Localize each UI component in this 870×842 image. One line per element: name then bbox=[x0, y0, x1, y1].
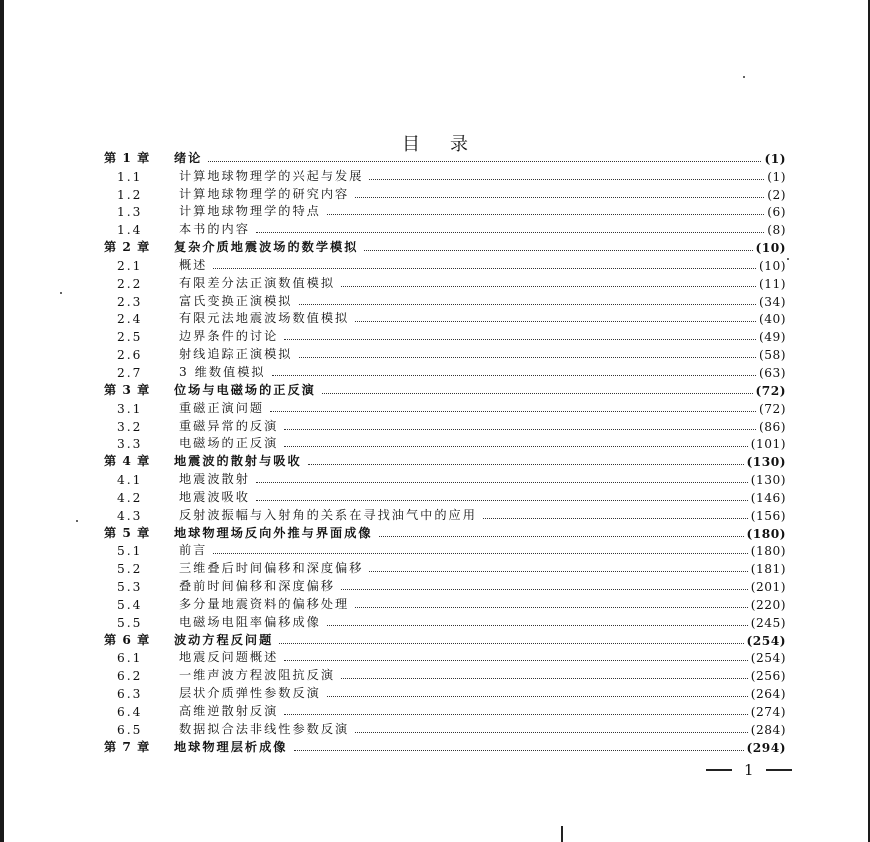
page-number-value: 1 bbox=[744, 761, 754, 779]
chapter-number: 第 2 章 bbox=[104, 240, 151, 255]
dot-leader bbox=[284, 338, 756, 340]
page-reference: (34) bbox=[758, 294, 786, 309]
section-number: 5.1 bbox=[117, 544, 143, 559]
dot-leader bbox=[364, 249, 752, 251]
dot-leader bbox=[284, 659, 747, 661]
page-reference: (256) bbox=[750, 669, 786, 684]
section-number: 3.3 bbox=[117, 437, 143, 452]
section-number: 6.3 bbox=[117, 687, 143, 702]
section-title: 一维声波方程波阻抗反演 bbox=[179, 668, 336, 683]
toc-section-entry[interactable] bbox=[104, 576, 786, 594]
dot-leader bbox=[327, 695, 748, 697]
toc-section-entry[interactable] bbox=[104, 469, 786, 487]
section-number: 4.2 bbox=[117, 490, 143, 505]
page-reference: (201) bbox=[750, 580, 786, 595]
section-title: 数据拟合法非线性参数反演 bbox=[179, 721, 350, 736]
chapter-number: 第 3 章 bbox=[104, 382, 151, 397]
page-number bbox=[706, 761, 792, 779]
section-title: 重磁异常的反演 bbox=[179, 418, 279, 433]
section-title: 叠前时间偏移和深度偏移 bbox=[179, 579, 336, 594]
dot-leader bbox=[213, 552, 747, 554]
page-reference: (264) bbox=[750, 687, 786, 702]
page-reference: (220) bbox=[750, 597, 786, 612]
scan-border-left bbox=[0, 0, 4, 842]
dot-leader bbox=[341, 588, 748, 590]
page-reference: (10) bbox=[758, 258, 786, 273]
section-number: 5.3 bbox=[117, 580, 143, 595]
scan-speck bbox=[76, 520, 78, 522]
page-reference: (86) bbox=[758, 419, 786, 434]
section-title: 高维逆散射反演 bbox=[179, 704, 279, 718]
section-title: 电磁场的正反演 bbox=[179, 436, 279, 451]
page-reference: (72) bbox=[755, 383, 786, 398]
dot-leader bbox=[369, 178, 764, 180]
toc-section-entry[interactable] bbox=[104, 683, 786, 701]
toc-section-entry[interactable] bbox=[104, 219, 786, 237]
toc-section-entry[interactable] bbox=[104, 701, 786, 719]
toc-section-entry[interactable] bbox=[104, 255, 786, 273]
chapter-number: 第 6 章 bbox=[104, 632, 151, 647]
chapter-title: 波动方程反问题 bbox=[174, 632, 274, 647]
dot-leader bbox=[341, 285, 756, 287]
page-reference: (130) bbox=[750, 473, 786, 488]
page-reference: (63) bbox=[758, 365, 786, 380]
section-title: 三维叠后时间偏移和深度偏移 bbox=[179, 561, 364, 576]
page-reference: (284) bbox=[750, 722, 786, 737]
toc-heading: 目录 bbox=[402, 134, 498, 156]
page-reference: (8) bbox=[767, 223, 786, 238]
page-reference: (58) bbox=[758, 348, 786, 363]
chapter-title: 复杂介质地震波场的数学模拟 bbox=[174, 240, 359, 255]
toc-section-entry[interactable] bbox=[104, 648, 786, 666]
toc-section-entry[interactable] bbox=[104, 309, 786, 327]
scan-speck bbox=[787, 258, 789, 260]
chapter-title: 地震波的散射与吸收 bbox=[174, 454, 302, 469]
chapter-title: 位场与电磁场的正反演 bbox=[174, 382, 316, 397]
dot-leader bbox=[284, 428, 756, 430]
dot-leader bbox=[284, 445, 747, 447]
page-reference: (101) bbox=[750, 437, 786, 452]
section-number: 3.1 bbox=[117, 401, 143, 416]
toc-section-entry[interactable] bbox=[104, 362, 786, 380]
toc-section-entry[interactable] bbox=[104, 398, 786, 416]
dot-leader bbox=[355, 731, 747, 733]
section-number: 2.7 bbox=[117, 365, 143, 380]
chapter-number: 第 4 章 bbox=[104, 454, 151, 469]
section-title: 计算地球物理学的兴起与发展 bbox=[179, 168, 364, 183]
page-reference: (180) bbox=[746, 526, 786, 541]
dash-right bbox=[766, 769, 792, 771]
dot-leader bbox=[294, 749, 744, 751]
section-title: 计算地球物理学的特点 bbox=[179, 204, 321, 219]
page-reference: (254) bbox=[750, 651, 786, 666]
page-reference: (1) bbox=[764, 151, 786, 166]
section-title: 地震反问题概述 bbox=[179, 650, 279, 665]
toc-chapter-entry[interactable] bbox=[104, 380, 786, 398]
table-of-contents bbox=[104, 148, 786, 755]
section-number: 2.3 bbox=[117, 294, 143, 309]
section-number: 1.1 bbox=[117, 169, 143, 184]
dot-leader bbox=[308, 463, 744, 465]
page-reference: (1) bbox=[767, 169, 786, 184]
section-number: 2.1 bbox=[117, 258, 143, 273]
toc-chapter-entry[interactable] bbox=[104, 523, 786, 541]
toc-section-entry[interactable] bbox=[104, 558, 786, 576]
dot-leader bbox=[213, 267, 756, 269]
chapter-title: 地球物理层析成像 bbox=[174, 739, 288, 754]
dot-leader bbox=[355, 606, 747, 608]
section-title: 多分量地震资料的偏移处理 bbox=[179, 596, 350, 611]
section-number: 6.4 bbox=[117, 705, 143, 719]
page-reference: (72) bbox=[758, 401, 786, 416]
section-title: 有限元法地震波场数值模拟 bbox=[179, 311, 350, 326]
section-title: 有限差分法正演数值模拟 bbox=[179, 275, 336, 290]
page-reference: (245) bbox=[750, 615, 786, 630]
section-title: 3 维数值模拟 bbox=[179, 364, 266, 379]
section-title: 反射波振幅与入射角的关系在寻找油气中的应用 bbox=[179, 507, 477, 522]
page-reference: (254) bbox=[746, 633, 786, 648]
dot-leader bbox=[379, 535, 744, 537]
toc-section-entry[interactable] bbox=[104, 184, 786, 202]
section-title: 地震波吸收 bbox=[179, 489, 250, 504]
chapter-number: 第 7 章 bbox=[104, 739, 151, 754]
page-reference: (6) bbox=[767, 205, 786, 220]
page-reference: (49) bbox=[758, 330, 786, 345]
section-number: 2.6 bbox=[117, 348, 143, 363]
toc-section-entry[interactable] bbox=[104, 326, 786, 344]
section-number: 5.4 bbox=[117, 597, 143, 612]
section-number: 3.2 bbox=[117, 419, 143, 434]
section-number: 1.3 bbox=[117, 205, 143, 220]
toc-section-entry[interactable] bbox=[104, 719, 786, 737]
dot-leader bbox=[256, 481, 748, 483]
section-title: 前言 bbox=[179, 543, 208, 558]
section-number: 6.2 bbox=[117, 669, 143, 684]
dot-leader bbox=[270, 410, 756, 412]
toc-section-entry[interactable] bbox=[104, 291, 786, 309]
section-number: 6.1 bbox=[117, 651, 143, 666]
dash-left bbox=[706, 769, 732, 771]
section-title: 概述 bbox=[179, 257, 208, 272]
toc-section-entry[interactable] bbox=[104, 434, 786, 452]
section-number: 1.4 bbox=[117, 223, 143, 238]
scan-speck bbox=[743, 76, 745, 78]
toc-chapter-entry[interactable] bbox=[104, 630, 786, 648]
dot-leader bbox=[256, 499, 748, 501]
page-reference: (156) bbox=[750, 508, 786, 523]
toc-section-entry[interactable] bbox=[104, 612, 786, 630]
section-title: 计算地球物理学的研究内容 bbox=[179, 186, 350, 201]
toc-chapter-entry[interactable] bbox=[104, 737, 786, 755]
section-title: 本书的内容 bbox=[179, 222, 250, 237]
toc-chapter-entry[interactable] bbox=[104, 451, 786, 469]
dot-leader bbox=[341, 677, 748, 679]
section-number: 2.2 bbox=[117, 276, 143, 291]
chapter-number: 第 1 章 bbox=[104, 150, 151, 165]
section-title: 富氏变换正演模拟 bbox=[179, 293, 293, 308]
toc-section-entry[interactable] bbox=[104, 166, 786, 184]
chapter-title: 绪论 bbox=[174, 150, 203, 165]
page-reference: (11) bbox=[758, 276, 786, 291]
dot-leader bbox=[279, 642, 743, 644]
scan-mark bbox=[561, 826, 563, 842]
section-number: 2.5 bbox=[117, 330, 143, 345]
dot-leader bbox=[284, 713, 747, 715]
toc-section-entry[interactable] bbox=[104, 594, 786, 612]
dot-leader bbox=[272, 374, 756, 376]
toc-section-entry[interactable] bbox=[104, 505, 786, 523]
toc-section-entry[interactable] bbox=[104, 487, 786, 505]
dot-leader bbox=[327, 213, 764, 215]
dot-leader bbox=[256, 231, 764, 233]
section-title: 电磁场电阻率偏移成像 bbox=[179, 614, 321, 629]
dot-leader bbox=[483, 517, 748, 519]
page-reference: (181) bbox=[750, 562, 786, 577]
dot-leader bbox=[299, 356, 756, 358]
dot-leader bbox=[369, 570, 747, 572]
page-reference: (2) bbox=[767, 187, 786, 202]
section-title: 边界条件的讨论 bbox=[179, 329, 279, 344]
dot-leader bbox=[355, 196, 764, 198]
section-title: 地震波散射 bbox=[179, 472, 250, 487]
toc-section-entry[interactable] bbox=[104, 273, 786, 291]
page-reference: (146) bbox=[750, 490, 786, 505]
section-number: 5.2 bbox=[117, 562, 143, 577]
toc-section-entry[interactable] bbox=[104, 665, 786, 683]
page-reference: (180) bbox=[750, 544, 786, 559]
chapter-number: 第 5 章 bbox=[104, 525, 151, 540]
section-number: 4.1 bbox=[117, 473, 143, 488]
scan-speck bbox=[60, 292, 62, 294]
page-reference: (274) bbox=[750, 705, 786, 719]
section-title: 层状介质弹性参数反演 bbox=[179, 686, 321, 701]
dot-leader bbox=[322, 392, 753, 394]
section-title: 重磁正演问题 bbox=[179, 400, 265, 415]
section-number: 2.4 bbox=[117, 312, 143, 327]
page-reference: (40) bbox=[758, 312, 786, 327]
toc-section-entry[interactable] bbox=[104, 202, 786, 220]
toc-section-entry[interactable] bbox=[104, 416, 786, 434]
section-number: 1.2 bbox=[117, 187, 143, 202]
dot-leader bbox=[355, 320, 756, 322]
toc-chapter-entry[interactable] bbox=[104, 237, 786, 255]
dot-leader bbox=[208, 160, 761, 162]
section-number: 6.5 bbox=[117, 722, 143, 737]
page-reference: (10) bbox=[755, 241, 786, 256]
dot-leader bbox=[327, 624, 748, 626]
section-number: 4.3 bbox=[117, 508, 143, 523]
dot-leader bbox=[299, 303, 756, 305]
chapter-title: 地球物理场反向外推与界面成像 bbox=[174, 525, 373, 540]
toc-chapter-entry[interactable] bbox=[104, 148, 786, 166]
section-title: 射线追踪正演模拟 bbox=[179, 347, 293, 362]
section-number: 5.5 bbox=[117, 615, 143, 630]
toc-section-entry[interactable] bbox=[104, 344, 786, 362]
page-reference: (294) bbox=[746, 740, 786, 755]
page-reference: (130) bbox=[746, 455, 786, 470]
toc-section-entry[interactable] bbox=[104, 541, 786, 559]
